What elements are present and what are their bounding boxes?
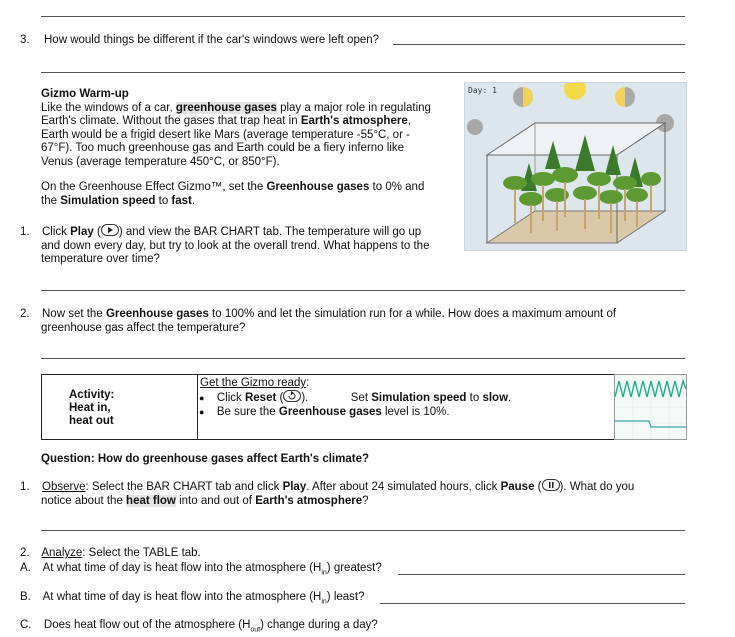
observe-answer-line[interactable]	[41, 530, 685, 531]
terrarium-illustration	[465, 83, 686, 250]
analyze-a-answer-blank[interactable]	[398, 574, 685, 575]
heat-flow-graph	[615, 375, 686, 439]
warmup-p2-line1: On the Greenhouse Effect Gizmo™, set the Greenhouse gases to 0% and	[41, 181, 425, 193]
instruction-bullet-2: ● Be sure the Greenhouse gases level is 10%.	[199, 406, 450, 418]
heat-in-series	[615, 381, 686, 397]
analyze-question-b: B. At what time of day is heat flow into the atmosphere $(H_{in})$ least?	[20, 591, 365, 606]
moon-icon	[467, 119, 483, 135]
pause-button-icon	[542, 479, 560, 491]
observe-question: 1. Observe: Select the BAR CHART tab and click Play. After about 24 simulated hours, click Pause ( ). What do you notice about the heat flow into and out of Earth's atmosphere?	[20, 481, 635, 507]
day-label: Day: 1	[468, 86, 497, 95]
play-button-icon	[101, 224, 119, 236]
question-2: 2. Now set the Greenhouse gases to 100% and let the simulation run for a while. How does a maximum amount of greenhouse gas affect the temperature?	[20, 308, 617, 334]
analyze-question-c: C. Does heat flow out of the atmosphere $(H_{out})$ change during a day?	[20, 619, 378, 634]
moon-icon	[615, 87, 635, 107]
warmup-p1-line3: Earth would be a frigid desert like Mars (average temperature -55°C, or -	[41, 128, 410, 141]
heat-flow-graph-thumbnail	[614, 374, 687, 440]
warmup-p1-line5: Venus (average temperature 450°C, or 850°F).	[41, 155, 280, 168]
instruction-bullet-1: ● Click Reset ( ). Set Simulation speed to slow.	[199, 392, 512, 404]
heat-out-series	[615, 421, 686, 427]
warmup-title: Gizmo Warm-up	[41, 88, 129, 100]
moon-icon	[513, 87, 533, 107]
q3-answer-line-2[interactable]	[41, 72, 685, 73]
activity-box	[41, 374, 617, 440]
analyze-heading: 2. Analyze: Select the TABLE tab.	[20, 547, 201, 559]
q2-answer-line[interactable]	[41, 358, 685, 359]
activity-label-cell: Activity: Heat in, heat out	[42, 375, 198, 439]
warmup-p2-line2: the Simulation speed to fast.	[41, 194, 196, 207]
question-3: 3. How would things be different if the car's windows were left open?	[20, 34, 380, 46]
warmup-p1-line1: Like the windows of a car, greenhouse gases play a major role in regulating	[41, 101, 431, 114]
question-heading: Question: How do greenhouse gases affect Earth's climate?	[41, 453, 370, 465]
sun-icon	[564, 83, 586, 100]
ready-heading: Get the Gizmo ready	[200, 377, 307, 389]
q1-answer-line[interactable]	[41, 290, 685, 291]
analyze-question-a: A. At what time of day is heat flow into the atmosphere $(H_{in})$ greatest?	[20, 562, 382, 577]
q3-answer-blank[interactable]	[393, 44, 685, 45]
analyze-b-answer-blank[interactable]	[380, 603, 685, 604]
warmup-section	[41, 88, 456, 208]
greenhouse-simulation-image	[464, 82, 687, 251]
warmup-p1-line4: 67°F). Too much greenhouse gas and Earth could be a fiery inferno like	[41, 142, 405, 154]
question-1: 1. Click Play ( ) and view the BAR CHART tab. The temperature will go up and down every day, but try to look at the overall trend. What happens to the temperature over time?	[20, 226, 430, 265]
reset-button-icon	[283, 390, 301, 402]
top-answer-line	[41, 16, 685, 17]
warmup-p1-line2: Earth's climate. Without the gases that trap heat in Earth's atmosphere,	[41, 115, 411, 127]
activity-instructions: Get the Gizmo ready: ● Click Reset ( ). Set Simulation speed to slow. ● Be sure the Greenhouse gases level is 10%.	[199, 377, 512, 418]
